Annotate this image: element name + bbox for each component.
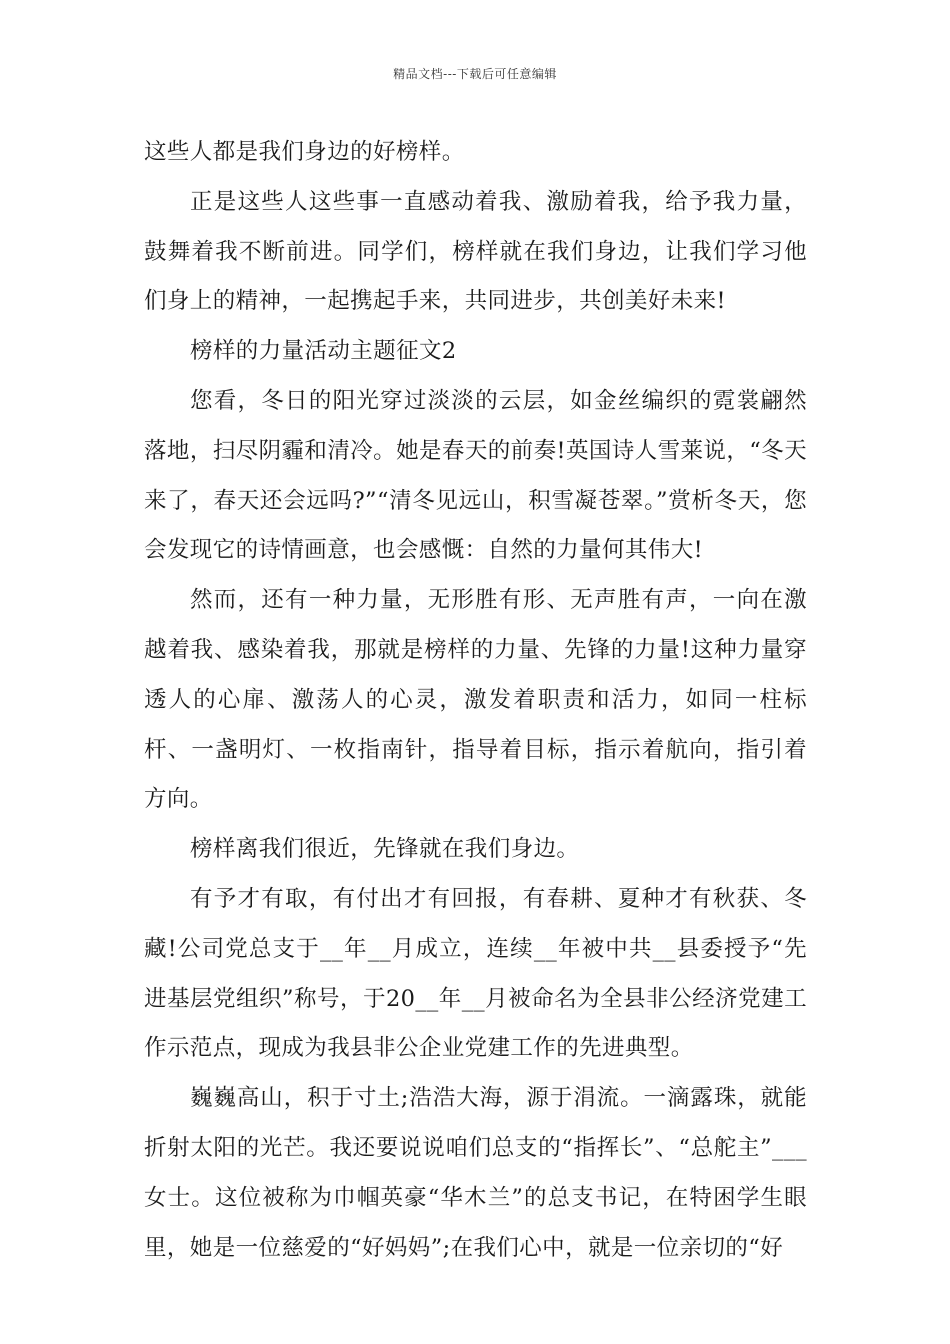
paragraph-3: 您看，冬日的阳光穿过淡淡的云层，如金丝编织的霓裳翩然落地，扫尽阴霾和清冷。她是春天的前奏!英国诗人雪莱说，“冬天来了，春天还会远吗?”“清冬见远山，积雪凝苍翠。”赏析冬天，您会发现它的诗情画意，也会感慨：自然的力量何其伟大! bbox=[144, 387, 807, 564]
paragraph-4: 然而，还有一种力量，无形胜有形、无声胜有声，一向在激越着我、感染着我，那就是榜样的力量、先锋的力量!这种力量穿透人的心扉、激荡人的心灵，激发着职责和活力，如同一柱标杆、一盏明灯、一枚指南针，指导着目标，指示着航向，指引着方向。 bbox=[144, 587, 807, 813]
paragraph-6: 有予才有取，有付出才有回报，有春耕、夏种才有秋获、冬藏!公司党总支于__年__月成立，连续__年被中共__县委授予“先进基层党组织”称号，于20__年__月被命名为全县非公经济党建工作示范点，现成为我县非公企业党建工作的先进典型。 bbox=[144, 885, 807, 1062]
section-heading: 榜样的力量活动主题征文2 bbox=[190, 338, 457, 365]
paragraph-5: 榜样离我们很近，先锋就在我们身边。 bbox=[190, 836, 580, 863]
paragraph-1: 这些人都是我们身边的好榜样。 bbox=[144, 139, 465, 165]
paragraph-2: 正是这些人这些事一直感动着我、激励着我，给予我力量，鼓舞着我不断前进。同学们，榜样就在我们身边，让我们学习他们身上的精神，一起携起手来，共同进步，共创美好未来! bbox=[144, 188, 807, 315]
page-header: 精品文档---下载后可任意编辑 bbox=[393, 67, 557, 81]
document-body bbox=[144, 128, 807, 1273]
paragraph-7: 巍巍高山，积于寸土;浩浩大海，源于涓流。一滴露珠，就能折射太阳的光芒。我还要说说咱们总支的“指挥长”、“总舵主”___女士。这位被称为巾帼英豪“华木兰”的总支书记，在特困学生眼里，她是一位慈爱的“好妈妈”;在我们心中，就是一位亲切的“好 bbox=[144, 1085, 807, 1261]
